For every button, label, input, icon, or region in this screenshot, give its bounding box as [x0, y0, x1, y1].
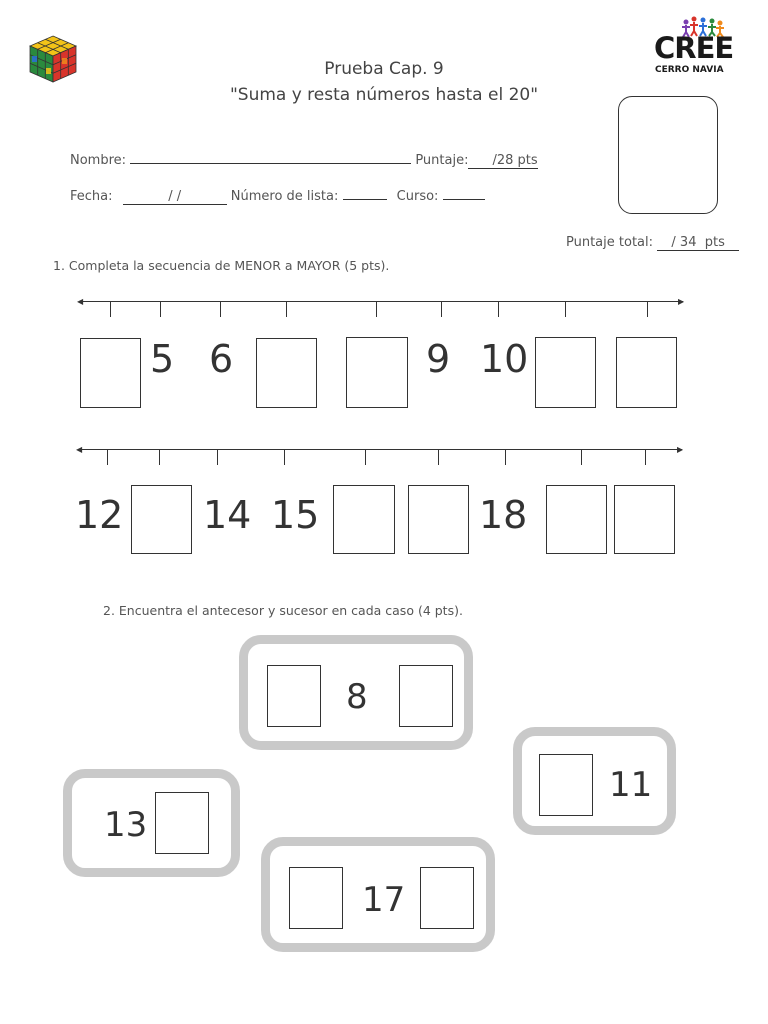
predecessor-box[interactable]	[539, 754, 593, 816]
sequence-number: 5	[150, 337, 175, 381]
answer-box[interactable]	[546, 485, 607, 554]
tick	[160, 301, 161, 317]
date-label: Fecha:	[70, 189, 113, 204]
answer-box[interactable]	[333, 485, 395, 554]
arrow-right-icon: ▶	[678, 297, 685, 306]
sequence-number: 9	[426, 337, 451, 381]
tick	[581, 449, 582, 465]
arrow-left-icon: ◀	[76, 445, 83, 454]
tick	[284, 449, 285, 465]
predecessor-box[interactable]	[289, 867, 343, 929]
successor-box[interactable]	[420, 867, 474, 929]
card-number: 8	[346, 677, 368, 717]
logo-text: CREE	[654, 31, 734, 65]
score-field[interactable]: /28 pts	[468, 153, 537, 169]
answer-box[interactable]	[256, 338, 317, 408]
name-label: Nombre:	[70, 153, 127, 168]
photo-box	[618, 96, 718, 214]
tick	[286, 301, 287, 317]
sequence-number: 6	[209, 337, 234, 381]
card-number: 11	[609, 765, 653, 805]
course-label: Curso:	[396, 189, 439, 204]
tick	[565, 301, 566, 317]
card-number: 13	[104, 805, 148, 845]
sequence-number: 14	[203, 493, 252, 537]
answer-box[interactable]	[616, 337, 677, 408]
tick	[220, 301, 221, 317]
list-number-field[interactable]	[343, 187, 387, 200]
number-line-1	[80, 301, 683, 302]
tick	[159, 449, 160, 465]
answer-box[interactable]	[614, 485, 675, 554]
page-title: Prueba Cap. 9	[324, 59, 444, 79]
successor-box[interactable]	[155, 792, 209, 854]
successor-card	[63, 769, 240, 877]
tick	[376, 301, 377, 317]
predecessor-box[interactable]	[267, 665, 321, 727]
page-subtitle: "Suma y resta números hasta el 20"	[229, 85, 539, 105]
answer-box[interactable]	[346, 337, 408, 408]
answer-box[interactable]	[535, 337, 596, 408]
card-number: 17	[362, 880, 406, 920]
section2-instruction: 2. Encuentra el antecesor y sucesor en cada caso (4 pts).	[103, 603, 463, 618]
answer-box[interactable]	[80, 338, 141, 408]
arrow-right-icon: ▶	[677, 445, 684, 454]
tick	[441, 301, 442, 317]
tick	[107, 449, 108, 465]
score-label: Puntaje:	[415, 153, 469, 168]
tick	[438, 449, 439, 465]
answer-box[interactable]	[131, 485, 192, 554]
course-field[interactable]	[443, 187, 485, 200]
sequence-number: 10	[480, 337, 529, 381]
section1-instruction: 1. Completa la secuencia de MENOR a MAYOR (5 pts).	[53, 258, 390, 273]
tick	[365, 449, 366, 465]
date-field[interactable]: / /	[123, 189, 227, 205]
tick	[110, 301, 111, 317]
tick	[647, 301, 648, 317]
total-score-value: / 34	[671, 235, 697, 250]
arrow-left-icon: ◀	[77, 297, 84, 306]
total-score-unit: pts	[704, 235, 725, 250]
tick	[217, 449, 218, 465]
name-field[interactable]	[130, 151, 411, 164]
total-score-field[interactable]	[657, 235, 739, 251]
sequence-number: 15	[271, 493, 320, 537]
tick	[505, 449, 506, 465]
logo-subtext: CERRO NAVIA	[655, 65, 724, 75]
sequence-number: 18	[479, 493, 528, 537]
successor-box[interactable]	[399, 665, 453, 727]
total-score-label: Puntaje total:	[566, 235, 654, 250]
tick	[498, 301, 499, 317]
tick	[645, 449, 646, 465]
sequence-number: 12	[75, 493, 124, 537]
number-line-2	[79, 449, 682, 450]
list-number-label: Número de lista:	[230, 189, 339, 204]
answer-box[interactable]	[408, 485, 469, 554]
